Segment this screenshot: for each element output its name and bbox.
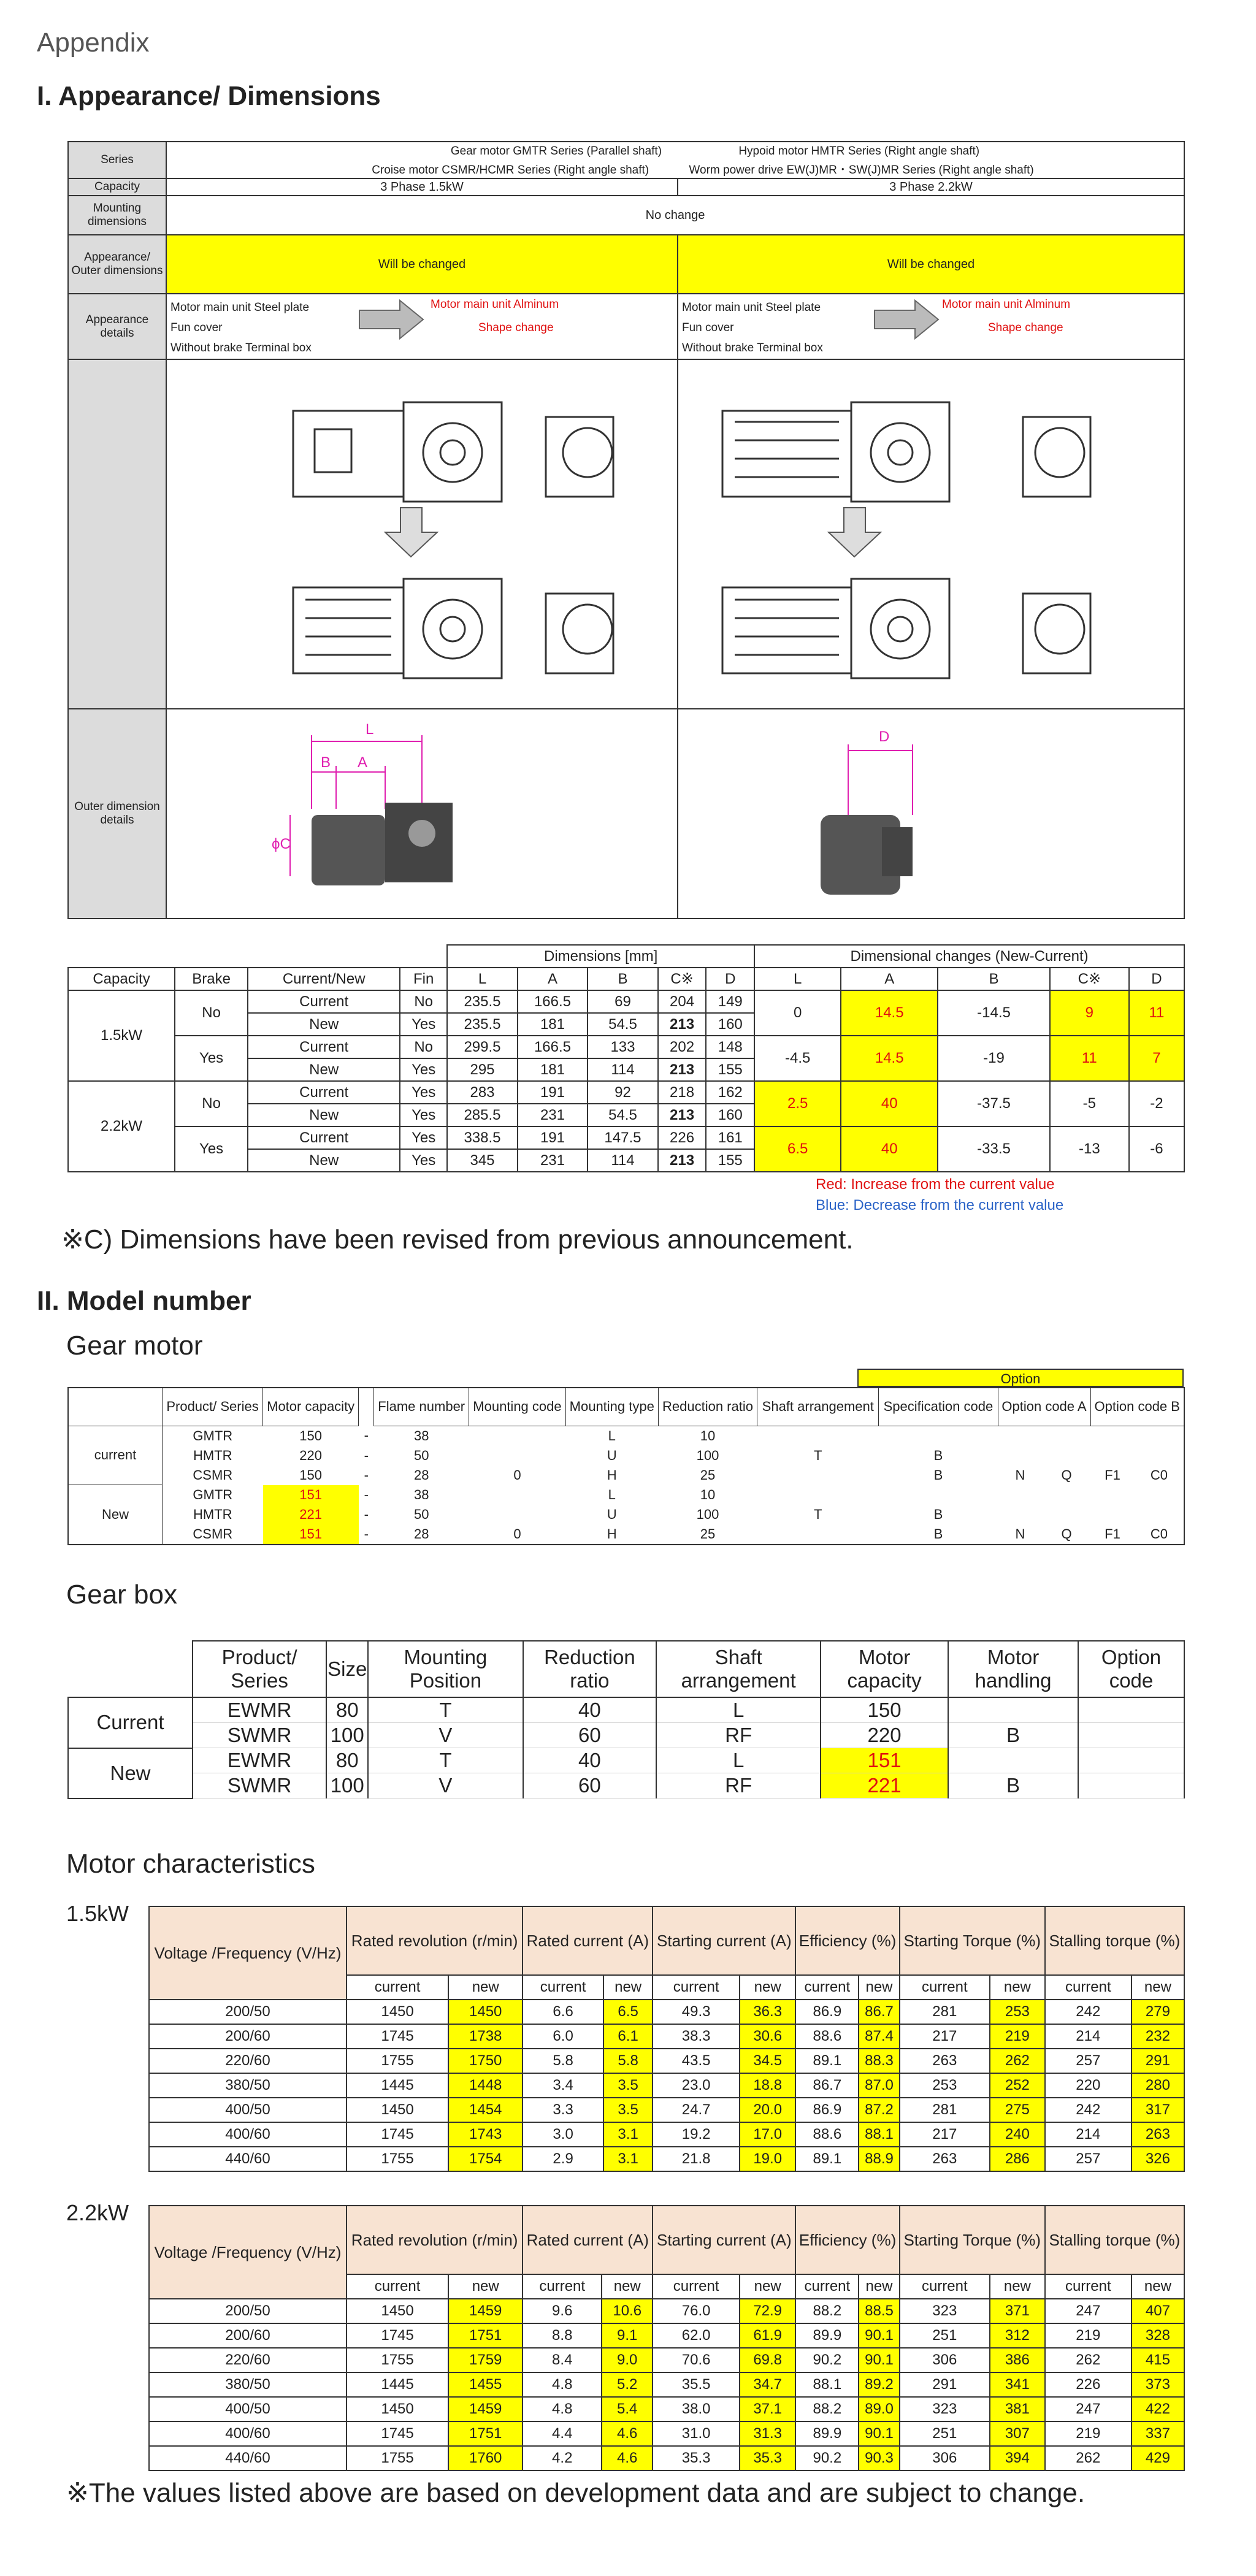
dim-header: C※ [658,968,706,990]
dim-header: D [706,968,754,990]
dim-header: Capacity [68,968,175,990]
drawings-left [166,359,678,709]
svg-text:A: A [358,754,368,771]
dimensions-table: Dimensions [mm] Dimensional changes (New-Current) Capacity Brake Current/New Fin L A B C※ D L A B C※ D 1.5kW No Current No 235.5 166.5 69 204 149 0 14.5 -14.5 9 11 New Yes 235.5 181 54.5 213 160 Yes Current No 299.5 166.5 133 202 148 -4.5 14.5 -19 11 7 New Yes 295 181 114 213 155 2.2kW No Current Yes 283 191 92 218 162 2.5 40 -37.5 -5 -2 New Yes 285.5 231 54.5 213 160 Yes Current Yes 338.5 191 147.5 226 161 6.5 40 -33.5 -13 -6 New Yes 345 231 114 213 155 [67,944,1185,1172]
fin-cell: Yes [400,1104,447,1126]
table-row [68,1081,1184,1104]
capacity-cell: 1.5kW [68,990,175,1081]
table-row: HMTR 221 - 50 U 100 T B [68,1505,1184,1524]
dim-value: 213 [658,1013,706,1036]
change-value: -33.5 [938,1126,1050,1172]
details-right-cell: Motor main unit Steel plate Fun cover Without brake Terminal box Motor main unit Alminum Shape change [678,294,1184,359]
table-row: 400/50 1450 1459 4.8 5.4 38.0 37.1 88.2 89.0 323 381 247 422 [149,2397,1184,2421]
table-row [68,990,1184,1013]
dim-value: 218 [658,1081,706,1104]
dim-header: L [754,968,841,990]
table-row: 200/50 1450 1459 9.6 10.6 76.0 72.9 88.2 88.5 323 371 247 407 [149,2299,1184,2323]
change-value: 11 [1129,990,1184,1036]
dim-value: 54.5 [588,1013,657,1036]
table-row: current GMTR 150 - 38 L 10 [68,1426,1184,1446]
svg-text:D: D [879,728,890,745]
legend-blue: Blue: Decrease from the current value [816,1197,1064,1213]
dim-value: 231 [518,1104,588,1126]
gm-header-row: Product/ Series Motor capacity Flame number Mounting code Mounting type Reduction ratio Shaft arrangement Specification code Option code A Option code B [68,1388,1184,1426]
appearance-table [67,141,1185,919]
dim-header: B [588,968,657,990]
change-value: -14.5 [938,990,1050,1036]
dim-value: 283 [447,1081,517,1104]
svg-text:L: L [366,721,374,738]
dim-value: 161 [706,1126,754,1149]
will-change-left: Will be changed [166,235,678,294]
table-row: 400/60 1745 1751 4.4 4.6 31.0 31.3 89.9 90.1 251 307 219 337 [149,2421,1184,2446]
legend-red: Red: Increase from the current value [816,1176,1055,1193]
dim-value: 155 [706,1149,754,1172]
dim-value: 345 [447,1149,517,1172]
table-row: 400/60 1745 1743 3.0 3.1 19.2 17.0 88.6 88.1 217 240 214 263 [149,2122,1184,2147]
outer-dim-left [166,709,678,919]
table-row: 220/60 1755 1759 8.4 9.0 70.6 69.8 90.2 90.1 306 386 262 415 [149,2348,1184,2372]
change-value: -19 [938,1036,1050,1081]
dim-value: 69 [588,990,657,1013]
change-value: 40 [841,1126,938,1172]
dim-value: 295 [447,1058,517,1081]
dim-value: 148 [706,1036,754,1058]
current-new-cell: New [248,1104,400,1126]
mounting-value: No change [166,196,1184,235]
dim-value: 92 [588,1081,657,1104]
outer-dimension-drawing-left [170,711,673,913]
will-change-right: Will be changed [678,235,1184,294]
gear-box-title: Gear box [66,1580,177,1610]
hypoid-motor-drawing [680,361,1182,704]
table-row: 380/50 1445 1448 3.4 3.5 23.0 18.8 86.7 87.0 253 252 220 280 [149,2073,1184,2098]
dim-value: 191 [518,1081,588,1104]
svg-text:ϕC: ϕC [272,836,291,852]
arrow-right-icon [873,299,941,340]
drawings-right [678,359,1184,709]
table-row: CSMR 151 - 28 0 H 25 B N Q F1 C0 [68,1524,1184,1545]
table-row: 200/60 1745 1738 6.0 6.1 38.3 30.6 88.6 87.4 217 219 214 232 [149,2024,1184,2049]
dim-value: 155 [706,1058,754,1081]
dim-value: 226 [658,1126,706,1149]
fin-cell: Yes [400,1058,447,1081]
change-value: 11 [1050,1036,1129,1081]
details-left-cell: Motor main unit Steel plate Fun cover Without brake Terminal box Motor main unit Alminum Shape change [166,294,678,359]
current-new-cell: New [248,1013,400,1036]
table-row: 440/60 1755 1760 4.2 4.6 35.3 35.3 90.2 90.3 306 394 262 429 [149,2446,1184,2471]
fin-cell: Yes [400,1149,447,1172]
table-row: 400/50 1450 1454 3.3 3.5 24.7 20.0 86.9 87.2 281 275 242 317 [149,2098,1184,2122]
table-row: 200/50 1450 1450 6.6 6.5 49.3 36.3 86.9 86.7 281 253 242 279 [149,2000,1184,2024]
gear-motor-drawing [170,361,673,704]
current-new-cell: Current [248,1081,400,1104]
dim-value: 147.5 [588,1126,657,1149]
mc-1-5kw-label: 1.5kW [66,1901,129,1926]
option-header: Option [857,1369,1184,1387]
brake-cell: Yes [175,1036,248,1081]
dim-value: 160 [706,1013,754,1036]
change-value: -4.5 [754,1036,841,1081]
fin-cell: Yes [400,1081,447,1104]
table-row [68,1126,1184,1149]
change-value: -5 [1050,1081,1129,1126]
current-new-cell: New [248,1058,400,1081]
brake-cell: No [175,1081,248,1126]
dim-value: 213 [658,1058,706,1081]
current-new-cell: Current [248,1036,400,1058]
dim-header: Brake [175,968,248,990]
dim-header: B [938,968,1050,990]
dim-value: 231 [518,1149,588,1172]
fin-cell: Yes [400,1126,447,1149]
dim-value: 133 [588,1036,657,1058]
gb-header-row: Product/ Series Size Mounting Position Reduction ratio Shaft arrangement Motor capacity Motor handling Option code [68,1641,1184,1697]
dim-value: 213 [658,1149,706,1172]
dim-header: Current/New [248,968,400,990]
footnote: ※The values listed above are based on development data and are subject to change. [66,2478,1086,2508]
dim-header: A [518,968,588,990]
dim-value: 160 [706,1104,754,1126]
dim-value: 202 [658,1036,706,1058]
dim-value: 235.5 [447,1013,517,1036]
table-row: 380/50 1445 1455 4.8 5.2 35.5 34.7 88.1 89.2 291 341 226 373 [149,2372,1184,2397]
brake-cell: Yes [175,1126,248,1172]
dim-value: 181 [518,1058,588,1081]
outer-dimension-drawing-right [680,711,1182,913]
dim-value: 285.5 [447,1104,517,1126]
mc-header-row: Voltage /Frequency (V/Hz) Rated revolution (r/min) Rated current (A) Starting current (A) Efficiency (%) Starting Torque (%) Stalling torque (%) [149,1906,1184,1975]
fin-cell: No [400,990,447,1013]
current-new-cell: Current [248,1126,400,1149]
dim-value: 299.5 [447,1036,517,1058]
dim-value: 54.5 [588,1104,657,1126]
table-row: New EWMR 80 T 40 L 151 [68,1748,1184,1773]
mc-table-2-2kw [148,2205,1185,2471]
dim-header: A [841,968,938,990]
brake-cell: No [175,990,248,1036]
change-value: 14.5 [841,990,938,1036]
gear-motor-title: Gear motor [66,1331,203,1361]
table-row: New GMTR 151 - 38 L 10 [68,1485,1184,1505]
table-row: SWMR 100 V 60 RF 221 B [68,1773,1184,1798]
appendix-label: Appendix [37,28,150,58]
table-row [68,1036,1184,1058]
mc-2-2kw-label: 2.2kW [66,2200,129,2225]
mc-sub-header-row: current new current new current new current new current new current new [149,2274,1184,2299]
change-value: 14.5 [841,1036,938,1081]
change-value: 0 [754,990,841,1036]
change-value: 7 [1129,1036,1184,1081]
gear-box-table [67,1640,1185,1799]
mc-sub-header-row: current new current new current new current new current new current new [149,1975,1184,2000]
table-row: CSMR 150 - 28 0 H 25 B N Q F1 C0 [193,1467,1168,1483]
motor-characteristics-title: Motor characteristics [66,1849,315,1879]
dim-header: Fin [400,968,447,990]
table-row: 200/60 1745 1751 8.8 9.1 62.0 61.9 89.9 90.1 251 312 219 328 [149,2323,1184,2348]
dim-value: 114 [588,1149,657,1172]
capacity-cell: 2.2kW [68,1081,175,1172]
row-label-series: Series [68,142,166,178]
dim-value: 166.5 [518,1036,588,1058]
dim-value: 213 [658,1104,706,1126]
table-row: SWMR 100 V 60 RF 220 B [68,1723,1184,1748]
series-line2: Croise motor CSMR/HCMR Series (Right angle shaft) Worm power drive EW(J)MR・SW(J)MR Series (Right angle shaft) [166,160,1184,178]
svg-text:B: B [321,754,331,771]
dim-value: 204 [658,990,706,1013]
change-value: -2 [1129,1081,1184,1126]
fin-cell: Yes [400,1013,447,1036]
row-label-capacity: Capacity [68,178,166,196]
table-row: 440/60 1755 1754 2.9 3.1 21.8 19.0 89.1 88.9 263 286 257 326 [149,2147,1184,2171]
row-label-mounting: Mounting dimensions [68,196,166,235]
dim-header: C※ [1050,968,1129,990]
change-value: 9 [1050,990,1129,1036]
arrow-right-icon [358,299,426,340]
table-row: HMTR 220 - 50 U 100 T B [193,1447,943,1463]
dim-value: 181 [518,1013,588,1036]
change-value: -13 [1050,1126,1129,1172]
capacity-right: 3 Phase 2.2kW [678,178,1184,196]
mc-table-1-5kw [148,1906,1185,2172]
dim-value: 114 [588,1058,657,1081]
current-new-cell: New [248,1149,400,1172]
capacity-left: 3 Phase 1.5kW [166,178,678,196]
change-value: -6 [1129,1126,1184,1172]
row-label-details: Appearance details [68,294,166,359]
change-value: -37.5 [938,1081,1050,1126]
row-label-drawings [68,359,166,709]
dim-value: 191 [518,1126,588,1149]
current-new-cell: Current [248,990,400,1013]
dim-header: L [447,968,517,990]
section-title-model: II. Model number [37,1286,251,1316]
table-row: Current EWMR 80 T 40 L 150 [68,1697,1184,1723]
change-value: 40 [841,1081,938,1126]
dim-value: 338.5 [447,1126,517,1149]
gear-motor-table [67,1387,1185,1545]
row-label-outer-dim: Outer dimension details [68,709,166,919]
dim-value: 149 [706,990,754,1013]
dimension-note: ※C) Dimensions have been revised from previous announcement. [61,1225,854,1255]
mc-header-row: Voltage /Frequency (V/Hz) Rated revolution (r/min) Rated current (A) Starting current (A) Efficiency (%) Starting Torque (%) Stalling torque (%) [149,2206,1184,2274]
dim-value: 235.5 [447,990,517,1013]
change-value: 2.5 [754,1081,841,1126]
section-title-appearance: I. Appearance/ Dimensions [37,81,381,111]
dim-header: D [1129,968,1184,990]
dim-value: 166.5 [518,990,588,1013]
table-row: 220/60 1755 1750 5.8 5.8 43.5 34.5 89.1 88.3 263 262 257 291 [149,2049,1184,2073]
dim-value: 162 [706,1081,754,1104]
change-value: 6.5 [754,1126,841,1172]
series-line1: Gear motor GMTR Series (Parallel shaft) Hypoid motor HMTR Series (Right angle shaft) [166,142,1184,160]
outer-dim-right [678,709,1184,919]
fin-cell: No [400,1036,447,1058]
row-label-outer: Appearance/ Outer dimensions [68,235,166,294]
